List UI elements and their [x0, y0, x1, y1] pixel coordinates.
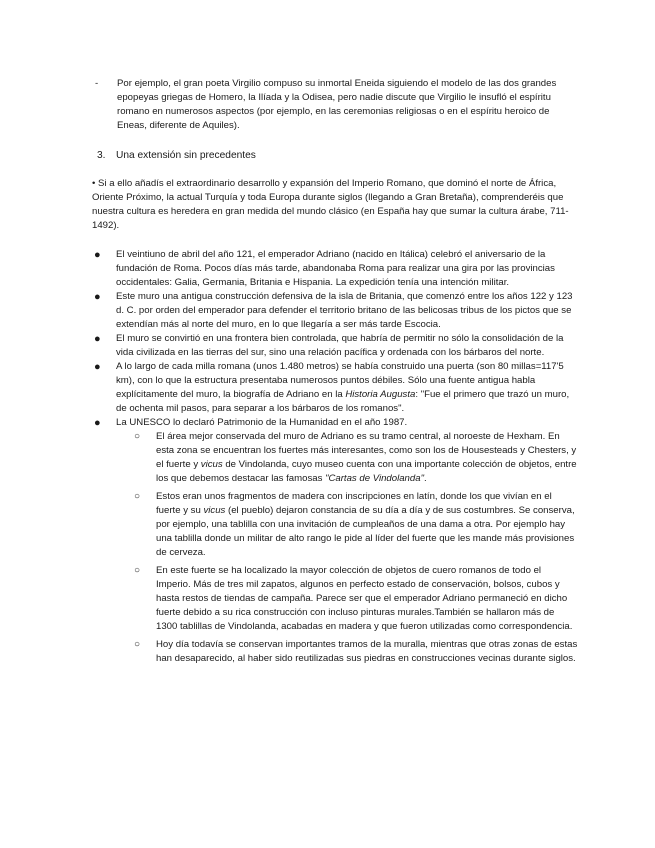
circle-bullet-icon: ○: [134, 431, 141, 442]
bullet-icon: ●: [94, 417, 101, 429]
dash-item-text: Por ejemplo, el gran poeta Virgilio compuso su inmortal Eneida siguiendo el modelo de las dos grandes epopeyas griegas de Homero, la Ilíada y la Odisea, pero nadie discute que Virgilio le insufló el espíritu romano en numerosos aspectos (por ejemplo, en las ceremonias religiosas o en el espíritu heroico de Eneas, diferente de Aquiles).: [117, 78, 557, 131]
sub-item: [116, 564, 578, 634]
text-run: de Vindolanda, cuyo museo cuenta con una importante colección de objetos, entre los que debemos destacar las famosas: [156, 459, 577, 484]
bullet-text: El veintiuno de abril del año 121, el emperador Adriano (nacido en Itálica) celebró el aniversario de la fundación de Roma. Pocos días más tarde, abandonaba Roma para realizar una gira por las provincias occidentales: Galia, Germania, Britania e Hispania. La expedición tenía una intención militar.: [116, 249, 555, 288]
dash-list-item: [95, 77, 575, 133]
bullet-icon: ●: [94, 249, 101, 261]
italic-term: "Cartas de Vindolanda": [325, 473, 424, 484]
bullet-item: [92, 332, 578, 360]
bullet-item: [92, 416, 578, 666]
sub-item-text: [156, 491, 575, 558]
bullet-text: Este muro una antigua construcción defensiva de la isla de Britania, que comenzó entre los años 122 y 123 d. C. por orden del emperador para defender el territorio britano de las belicosas tribus de los pictos que se extendían más al norte del muro, en lo que llegaría a ser más tarde Escocia.: [116, 291, 573, 330]
bullet-icon: ●: [94, 291, 101, 303]
sub-item-text: [156, 431, 577, 484]
bullet-item: [92, 290, 578, 332]
sub-list: [116, 430, 578, 666]
circle-bullet-icon: ○: [134, 639, 141, 650]
sub-item: [116, 490, 578, 560]
bullet-item: [92, 360, 578, 416]
bullet-text: [116, 361, 569, 414]
bullet-list: [92, 248, 578, 666]
bullet-icon: ●: [94, 333, 101, 345]
sub-item: [116, 430, 578, 486]
text-run: El área mejor conservada del muro de Adriano es su tramo central, al noroeste de Hexham. En esta zona se encuentran los fuertes más interesantes, como son los de Housesteads y Chesters, y el fuerte y: [156, 431, 577, 470]
dash-marker: -: [95, 78, 99, 89]
italic-term: vicus: [200, 459, 223, 470]
text-run: : "Fue el primero que trazó un muro, de ochenta mil pasos, para separar a los bárbaros de los romanos".: [116, 389, 570, 414]
section-heading: [97, 149, 577, 163]
circle-bullet-icon: ○: [134, 491, 141, 502]
sub-item: [116, 638, 578, 666]
section-title: Una extensión sin precedentes: [116, 150, 256, 161]
text-run: Estos eran unos fragmentos de madera con inscripciones en latín, donde los que vivían en el fuerte y su: [156, 491, 552, 516]
italic-title: Historia Augusta: [345, 389, 416, 400]
text-run: .: [423, 473, 427, 484]
circle-bullet-icon: ○: [134, 565, 141, 576]
bullet-item: [92, 248, 578, 290]
sub-item-text: En este fuerte se ha localizado la mayor colección de objetos de cuero romanos de todo el Imperio. Más de tres mil zapatos, algunos en perfecto estado de conservación, bolsos, cubos y hasta restos de tiendas de campaña. Parece ser que el emperador Adriano permaneció en dicho fuerte debido a su rica construcción con incluso pinturas murales.También se hallaron más de 1300 tablillas de Vindolanda, acabadas en madera y que fueron utilizadas como correspondencia.: [156, 565, 573, 632]
italic-term: vicus: [203, 505, 226, 516]
bullet-text: La UNESCO lo declaró Patrimonio de la Humanidad en el año 1987.: [116, 417, 408, 428]
bullet-text: El muro se convirtió en una frontera bien controlada, que habría de permitir no sólo la consolidación de la vida civilizada en las tierras del sur, sino una relación pacífica y ordenada con los bárbaros del norte.: [116, 333, 564, 358]
section-number: 3.: [97, 150, 106, 161]
bullet-icon: ●: [94, 361, 101, 373]
text-run: A lo largo de cada milla romana (unos 1.480 metros) se había construido una puerta (son 80 millas=117'5 km), con lo que la estructura presentaba numerosos puntos débiles. Sólo una fuente antigua habla explícitamente del muro, la biografía de Adriano en la: [116, 361, 564, 400]
sub-item-text: Hoy día todavía se conservan importantes tramos de la muralla, mientras que otras zonas de estas han desaparecido, al haber sido reutilizadas sus piedras en construcciones vecinas durante siglos.: [156, 639, 578, 664]
text-run: (el pueblo) dejaron constancia de su día a día y de sus costumbres. Se conserva, por ejemplo, una tablilla con una invitación de cumpleaños de una dama a otra. Por ejemplo hay una tablilla donde un militar de alto rango le pide al líder del fuerte que les mande más provisiones de cerveza.: [156, 505, 575, 558]
intro-paragraph: • Si a ello añadís el extraordinario desarrollo y expansión del Imperio Romano, que dominó el norte de África, Oriente Próximo, la actual Turquía y toda Europa durante siglos (llegando a Gran Bretaña), comprenderéis que nuestra cultura es heredera en gran medida del mundo clásico (en España hay que sumar la cultura árabe, 711-1492).: [92, 178, 569, 231]
